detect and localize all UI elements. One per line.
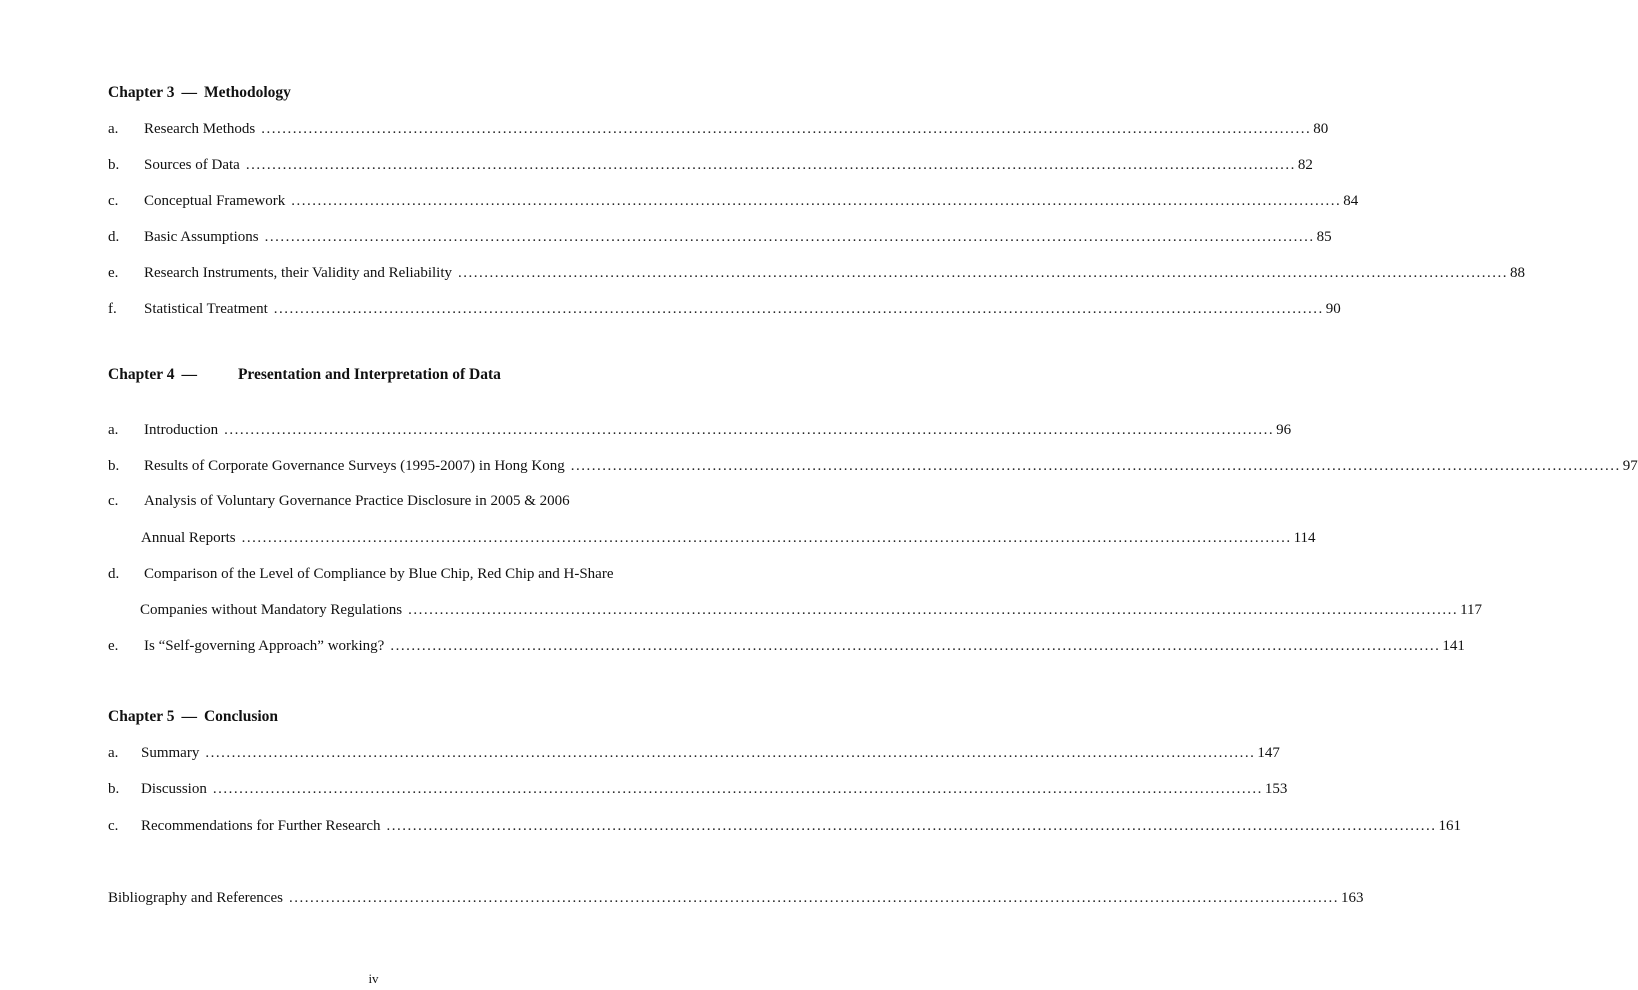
toc-entry-4d-line1[interactable]: Comparison of the Level of Compliance by Blue Chip, Red Chip and H-Share (144, 566, 614, 582)
entry-label: Annual Reports (141, 530, 236, 546)
dot-leader: ........................................................................................................................................................................................................ (205, 745, 1256, 761)
dot-leader: ........................................................................................................................................................................................................ (264, 229, 1315, 245)
toc-entry-4e[interactable] (108, 636, 1465, 656)
toc-entry-4c-line1[interactable]: Analysis of Voluntary Governance Practice Disclosure in 2005 & 2006 (144, 493, 570, 509)
entry-letter: a. (108, 422, 119, 438)
entry-page-number: 153 (1264, 781, 1288, 797)
entry-label: Bibliography and References (108, 890, 283, 906)
dot-leader: ........................................................................................................................................................................................................ (212, 781, 1263, 797)
chapter-dash: — (181, 366, 197, 383)
toc-entry-4d-letter: d. (108, 566, 120, 582)
dot-leader: ........................................................................................................................................................................................................ (570, 458, 1621, 474)
toc-entry-3b[interactable] (108, 155, 1313, 175)
chapter-dash: — (181, 708, 197, 725)
entry-letter: a. (108, 121, 119, 137)
entry-letter: b. (108, 458, 120, 474)
entry-label: Summary (141, 745, 200, 761)
entry-page-number: 84 (1343, 193, 1359, 209)
toc-entry-3a[interactable] (108, 119, 1329, 139)
entry-page-number: 85 (1316, 229, 1332, 245)
dot-leader: ........................................................................................................................................................................................................ (291, 193, 1342, 209)
entry-letter: d. (108, 229, 120, 245)
entry-label: Introduction (144, 422, 219, 438)
dot-leader: ........................................................................................................................................................................................................ (241, 530, 1292, 546)
dot-leader: ........................................................................................................................................................................................................ (386, 818, 1437, 834)
dot-leader: ........................................................................................................................................................................................................ (288, 890, 1339, 906)
page-number: iv (368, 971, 379, 986)
chapter-title: Presentation and Interpretation of Data (237, 366, 501, 383)
entry-label: Recommendations for Further Research (141, 818, 381, 834)
dot-leader: ........................................................................................................................................................................................................ (224, 422, 1275, 438)
entry-letter: b. (108, 781, 120, 797)
entry-label: Discussion (141, 781, 207, 797)
entry-label: Research Methods (144, 121, 256, 137)
entry-label: Results of Corporate Governance Surveys (1995-2007) in Hong Kong (144, 458, 565, 474)
entry-page-number: 96 (1276, 422, 1292, 438)
entry-letter: c. (108, 818, 119, 834)
entry-letter: b. (108, 157, 120, 173)
entry-label: Statistical Treatment (144, 301, 268, 317)
dot-leader: ........................................................................................................................................................................................................ (390, 638, 1441, 654)
entry-label: Research Instruments, their Validity and Reliability (144, 265, 452, 281)
toc-entry-3e[interactable] (108, 263, 1525, 283)
entry-label: Conceptual Framework (144, 193, 286, 209)
toc-entry-bibliography[interactable] (108, 888, 1364, 908)
chapter-number: Chapter 5 (108, 708, 175, 725)
entry-page-number: 97 (1622, 458, 1638, 474)
chapter-number: Chapter 4 (108, 366, 175, 383)
toc-entry-4c-letter: c. (108, 493, 119, 509)
entry-letter: c. (108, 193, 119, 209)
dot-leader: ........................................................................................................................................................................................................ (408, 602, 1459, 618)
dot-leader: ........................................................................................................................................................................................................ (273, 301, 1324, 317)
toc-entry-4a[interactable] (108, 420, 1292, 440)
entry-page-number: 147 (1257, 745, 1280, 761)
toc-entry-4c[interactable] (108, 528, 1316, 548)
entry-page-number: 88 (1510, 265, 1525, 281)
dot-leader: ........................................................................................................................................................................................................ (261, 121, 1312, 137)
entry-label: Basic Assumptions (144, 229, 259, 245)
entry-letter: f. (108, 301, 117, 317)
entry-page-number: 114 (1293, 530, 1316, 546)
toc-entry-3c[interactable] (108, 191, 1359, 211)
entry-page-number: 163 (1340, 890, 1364, 906)
chapter-title: Methodology (203, 84, 291, 101)
toc-entry-4d[interactable] (108, 600, 1483, 620)
chapter-5-heading (108, 709, 278, 725)
chapter-title: Conclusion (203, 708, 279, 725)
entry-letter: e. (108, 638, 119, 654)
chapter-number: Chapter 3 (108, 84, 175, 101)
entry-label: Companies without Mandatory Regulations (140, 602, 403, 618)
entry-page-number: 90 (1325, 301, 1341, 317)
toc-entry-5c[interactable] (108, 816, 1462, 836)
entry-letter: e. (108, 265, 119, 281)
entry-label: Sources of Data (144, 157, 240, 173)
entry-page-number: 80 (1313, 121, 1329, 137)
toc-entry-5a[interactable] (108, 743, 1280, 763)
chapter-3-heading (108, 85, 291, 101)
toc-entry-5b[interactable] (108, 779, 1288, 799)
entry-letter: a. (108, 745, 119, 761)
chapter-dash: — (181, 84, 197, 101)
dot-leader: ........................................................................................................................................................................................................ (245, 157, 1296, 173)
entry-page-number: 117 (1460, 602, 1483, 618)
toc-entry-3d[interactable] (108, 227, 1332, 247)
entry-page-number: 82 (1297, 157, 1313, 173)
entry-label: Is “Self-governing Approach” working? (144, 638, 385, 654)
toc-entry-4b[interactable] (108, 456, 1638, 476)
entry-page-number: 141 (1442, 638, 1465, 654)
toc-entry-3f[interactable] (108, 299, 1341, 319)
entry-page-number: 161 (1438, 818, 1462, 834)
dot-leader: ........................................................................................................................................................................................................ (458, 265, 1508, 281)
chapter-4-heading (108, 367, 501, 383)
